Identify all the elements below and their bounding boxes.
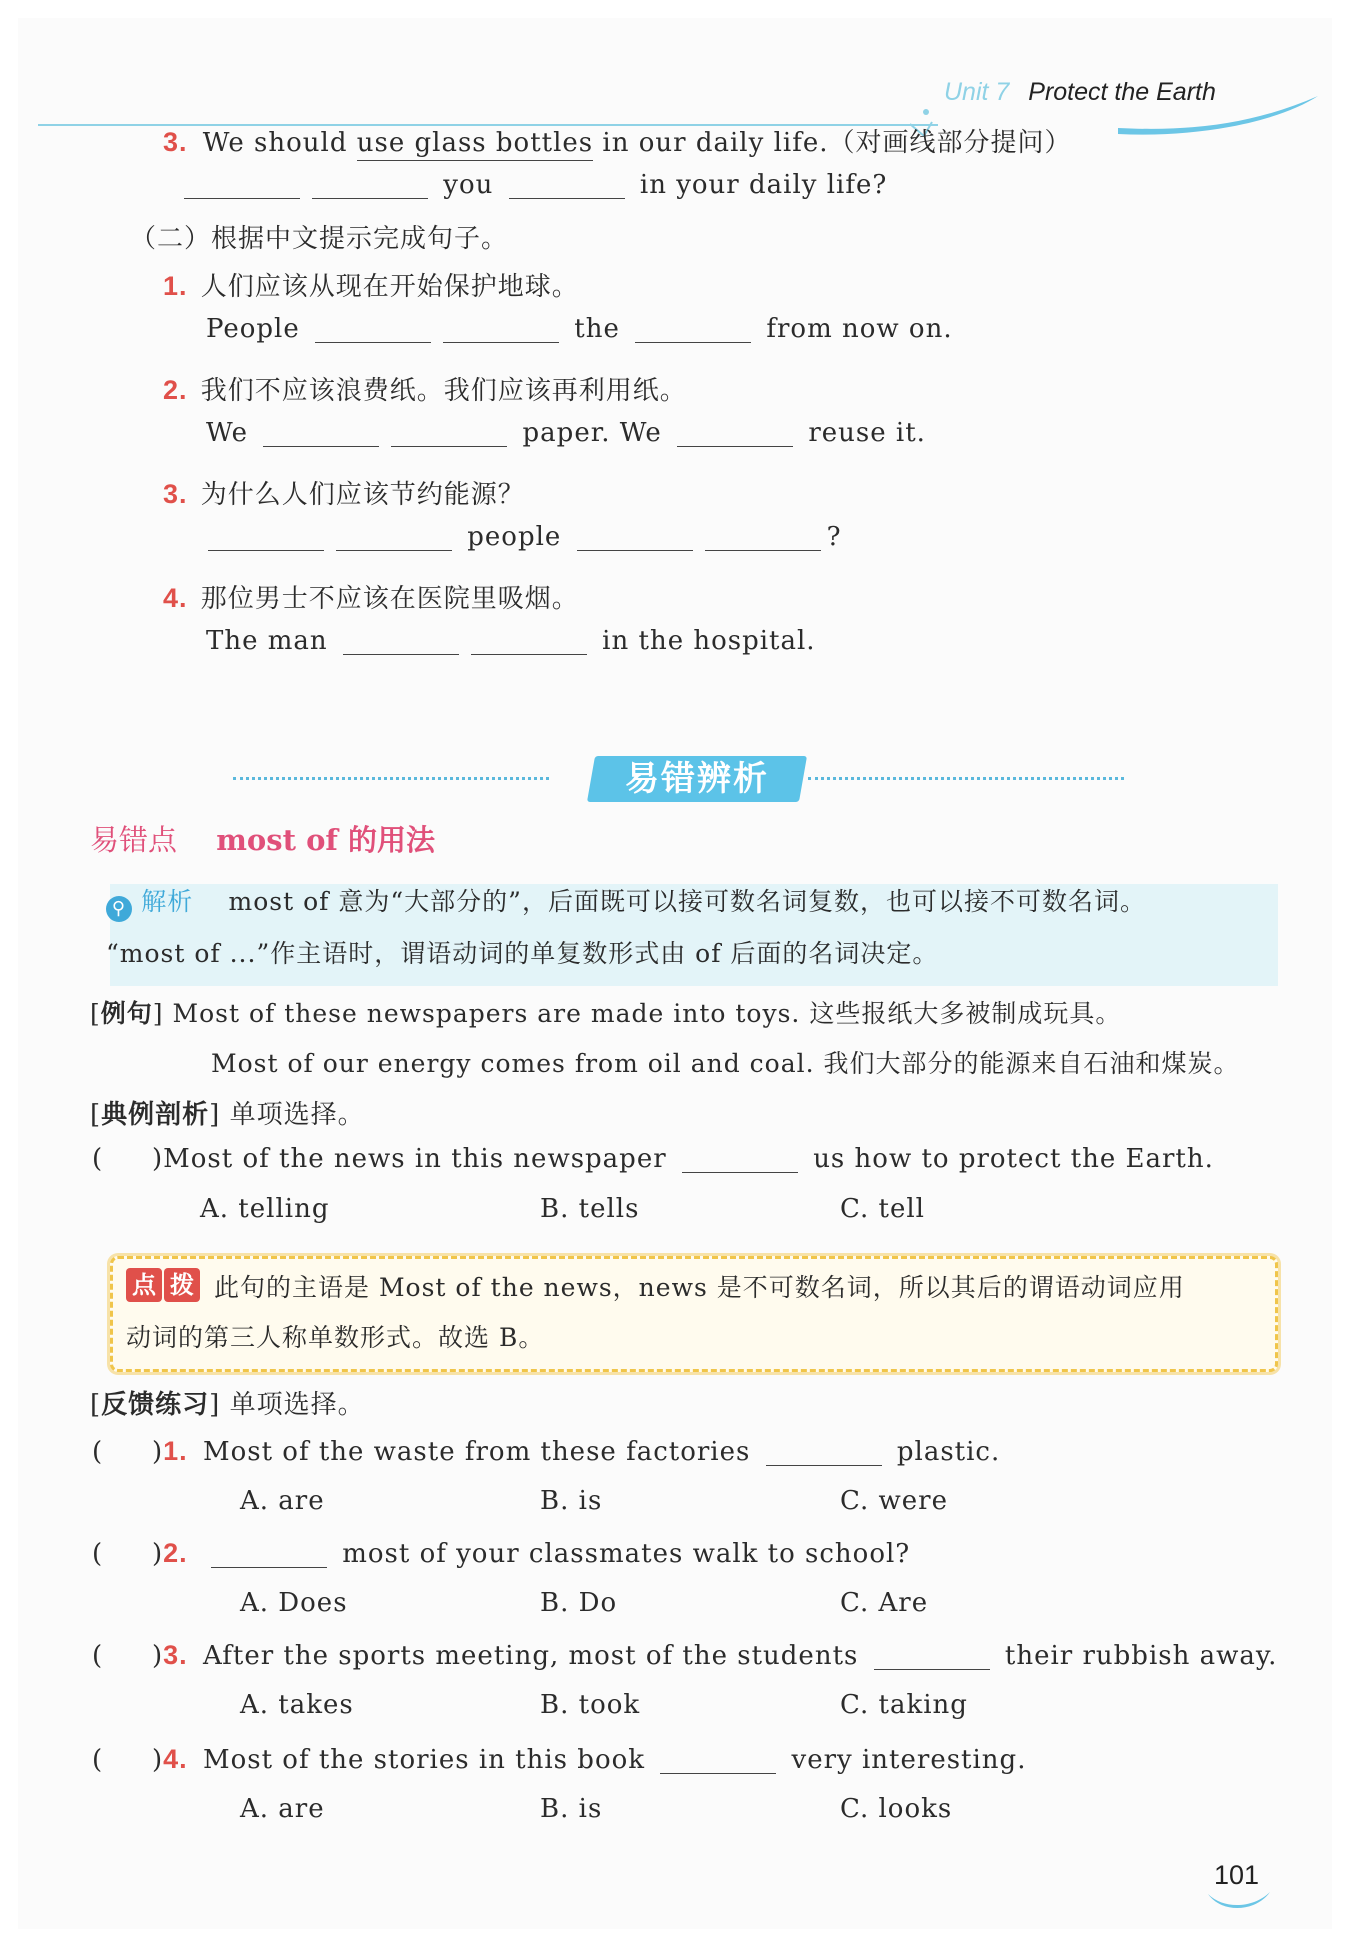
typical-question: ( )Most of the news in this newspaper us how to protect the Earth. <box>92 1144 1214 1174</box>
question-text: plastic. <box>896 1437 1001 1467</box>
answer-blank[interactable] <box>263 445 379 447</box>
option-a[interactable]: A. are <box>240 1794 325 1824</box>
analysis-line-2: “most of ...”作主语时，谓语动词的单复数形式由 of 后面的名词决定。 <box>106 939 939 968</box>
tip-badge <box>126 1268 206 1302</box>
question-number: 3. <box>163 127 188 157</box>
chinese-prompt: 为什么人们应该节约能源？ <box>200 480 525 510</box>
header-unit: Unit 7 <box>944 78 1010 106</box>
question-number: 3. <box>163 1640 188 1670</box>
header-title: Protect the Earth <box>1028 78 1216 106</box>
example-line-1: [例句] Most of these newspapers are made into toys. 这些报纸大多被制成玩具。 <box>90 999 1122 1028</box>
answer-blank[interactable] <box>660 1772 776 1774</box>
feedback-q2: ( )2. most of your classmates walk to school? <box>92 1538 911 1569</box>
section-banner-title: 易错辨析 <box>625 759 769 799</box>
answer-blank[interactable] <box>677 445 793 447</box>
option-c[interactable]: C. taking <box>840 1690 968 1720</box>
option-a[interactable]: A. takes <box>240 1690 354 1720</box>
sentence-text: ? <box>826 522 842 552</box>
tip-badge-char: 拨 <box>164 1268 200 1302</box>
answer-blank[interactable] <box>874 1668 990 1670</box>
sentence-text: People <box>206 314 300 344</box>
answer-paren[interactable]: ( <box>92 1144 104 1174</box>
answer-blank[interactable] <box>391 445 507 447</box>
q3-underlined-text: use glass bottles <box>357 128 593 161</box>
sentence-text: reuse it. <box>808 418 926 448</box>
sentence-text: The man <box>206 626 328 656</box>
instruction: 单项选择。 <box>229 1390 365 1420</box>
analysis-line-1 <box>106 882 1146 922</box>
question-number: 3. <box>163 479 188 509</box>
question-number: 1. <box>163 1436 188 1466</box>
question-text: Most of the news in this newspaper <box>163 1144 667 1174</box>
analysis-label: 解析 <box>141 887 194 916</box>
answer-blank[interactable] <box>705 549 821 551</box>
sentence-text: We <box>206 418 248 448</box>
question-text: their rubbish away. <box>1004 1641 1278 1671</box>
chinese-prompt: 我们不应该浪费纸。我们应该再利用纸。 <box>200 376 687 406</box>
option-c[interactable]: C. looks <box>840 1794 953 1824</box>
answer-blank[interactable] <box>766 1464 882 1466</box>
banner-dotted-left <box>233 777 549 780</box>
part2-heading: （二）根据中文提示完成句子。 <box>130 224 509 254</box>
example-sentence: Most of these newspapers are made into toys. 这些报纸大多被制成玩具。 <box>172 999 1122 1028</box>
answer-blank[interactable] <box>208 549 324 551</box>
feedback-q1: ( )1. Most of the waste from these factories plastic. <box>92 1436 1001 1467</box>
part1-q3-answer-line <box>178 170 887 200</box>
q3-answer-tail: in your daily life? <box>639 170 888 200</box>
answer-blank[interactable] <box>471 653 587 655</box>
option-b[interactable]: B. is <box>540 1486 603 1516</box>
option-b[interactable]: B. took <box>540 1690 641 1720</box>
error-point-heading <box>90 818 435 859</box>
answer-paren[interactable]: ( <box>92 1539 104 1569</box>
question-text: Most of the waste from these factories <box>202 1437 751 1467</box>
typical-example-tag: 典例剖析 <box>101 1100 210 1130</box>
question-text: very interesting. <box>791 1745 1027 1775</box>
feedback-tag: 反馈练习 <box>101 1390 210 1420</box>
answer-blank[interactable] <box>443 341 559 343</box>
answer-paren[interactable]: ( <box>92 1745 104 1775</box>
example-line-2: Most of our energy comes from oil and coal. 我们大部分的能源来自石油和煤炭。 <box>211 1049 1240 1078</box>
answer-blank[interactable] <box>184 197 300 199</box>
option-b[interactable]: B. is <box>540 1794 603 1824</box>
part2-item-3-zh <box>163 474 525 511</box>
part2-item-1-en <box>206 314 953 344</box>
tip-line-2: 动词的第三人称单数形式。故选 B。 <box>126 1323 545 1352</box>
part2-item-1-zh <box>163 266 579 303</box>
error-point-label: 易错点 <box>90 823 178 857</box>
sentence-text: paper. We <box>522 418 662 448</box>
question-number: 2. <box>163 1538 188 1568</box>
answer-blank[interactable] <box>343 653 459 655</box>
answer-blank[interactable] <box>509 197 625 199</box>
feedback-q3: ( )3. After the sports meeting, most of the students their rubbish away. <box>92 1640 1278 1671</box>
option-a[interactable]: A. telling <box>200 1194 330 1224</box>
option-c[interactable]: C. tell <box>840 1194 925 1224</box>
running-header <box>944 78 1216 107</box>
question-number: 4. <box>163 1744 188 1774</box>
option-c[interactable]: C. Are <box>840 1588 929 1618</box>
option-b[interactable]: B. Do <box>540 1588 618 1618</box>
part2-item-4-zh <box>163 578 579 615</box>
chinese-prompt: 那位男士不应该在医院里吸烟。 <box>200 584 579 614</box>
page-number: 101 <box>1214 1860 1260 1890</box>
q3-text-pre: We should <box>202 128 357 158</box>
part2-item-3-en <box>202 522 842 552</box>
question-number: 1. <box>163 271 188 301</box>
feedback-q4: ( )4. Most of the stories in this book very interesting. <box>92 1744 1027 1775</box>
option-c[interactable]: C. were <box>840 1486 948 1516</box>
tip-line-1: 此句的主语是 Most of the news，news 是不可数名词，所以其后的谓语动词应用 <box>214 1273 1185 1302</box>
part1-q3 <box>163 122 1071 159</box>
tip-badge-char: 点 <box>126 1268 162 1302</box>
q3-answer-word: you <box>443 170 494 200</box>
question-text: most of your classmates walk to school? <box>342 1539 911 1569</box>
banner-dotted-right <box>808 777 1124 780</box>
instruction: 单项选择。 <box>229 1100 365 1130</box>
question-text: Most of the stories in this book <box>202 1745 645 1775</box>
sentence-text: people <box>467 522 562 552</box>
answer-blank[interactable] <box>312 197 428 199</box>
page-swoosh-icon <box>1204 1888 1274 1912</box>
part2-item-2-zh <box>163 370 687 407</box>
answer-blank[interactable] <box>336 549 452 551</box>
part2-item-2-en <box>206 418 926 448</box>
typical-example-heading: [典例剖析] 单项选择。 <box>90 1100 365 1130</box>
question-text: After the sports meeting, most of the students <box>202 1641 859 1671</box>
question-number: 2. <box>163 375 188 405</box>
answer-blank[interactable] <box>635 341 751 343</box>
answer-paren[interactable]: ( <box>92 1641 104 1671</box>
part2-item-4-en <box>206 626 816 656</box>
sentence-text: in the hospital. <box>602 626 816 656</box>
answer-blank[interactable] <box>682 1171 798 1173</box>
textbook-page <box>18 18 1332 1929</box>
option-a[interactable]: A. Does <box>240 1588 348 1618</box>
key-icon: ⚲ <box>106 896 132 922</box>
feedback-heading: [反馈练习] 单项选择。 <box>90 1390 365 1420</box>
answer-paren[interactable]: ( <box>92 1437 104 1467</box>
q3-text-post: in our daily life.（对画线部分提问） <box>593 128 1072 158</box>
option-a[interactable]: A. are <box>240 1486 325 1516</box>
analysis-text: most of 意为“大部分的”，后面既可以接可数名词复数，也可以接不可数名词。 <box>228 887 1146 916</box>
answer-blank[interactable] <box>577 549 693 551</box>
question-number: 4. <box>163 583 188 613</box>
error-point-title: most of 的用法 <box>216 823 435 857</box>
option-b[interactable]: B. tells <box>540 1194 640 1224</box>
answer-blank[interactable] <box>315 341 431 343</box>
sentence-text: the <box>574 314 620 344</box>
answer-blank[interactable] <box>211 1566 327 1568</box>
question-text: us how to protect the Earth. <box>813 1144 1214 1174</box>
sentence-text: from now on. <box>766 314 953 344</box>
example-tag: 例句 <box>100 999 153 1028</box>
chinese-prompt: 人们应该从现在开始保护地球。 <box>200 272 579 302</box>
